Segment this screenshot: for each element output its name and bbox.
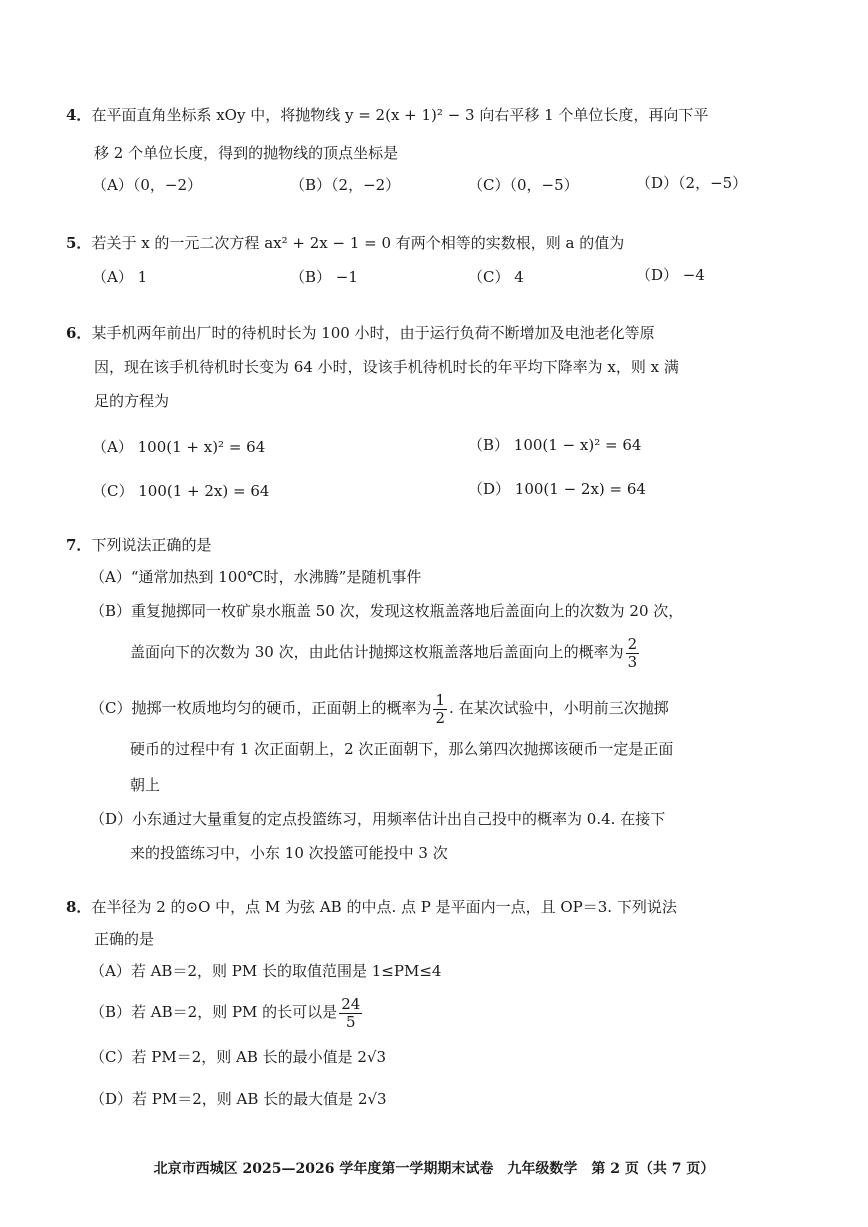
q6-line1 (66, 322, 655, 344)
q6-option-b: （B） 100(1 − x)² = 64 (468, 436, 642, 454)
q4-text-line1: 在平面直角坐标系 xOy 中，将抛物线 y = 2(x + 1)² − 3 向右平移 1 个单位长度，再向下平 (91, 106, 709, 124)
q7-option-d-line1: （D）小东通过大量重复的定点投篮练习，用频率估计出自己投中的概率为 0.4. 在接下 (90, 810, 666, 828)
q8-option-b-text: （B）若 AB＝2，则 PM 的长可以是 (90, 1003, 338, 1021)
q8-option-b-fraction (339, 996, 362, 1031)
q5-line1 (66, 232, 624, 254)
q7-b-denominator: 3 (627, 652, 638, 671)
q6-text-line2: 因，现在该手机待机时长变为 64 小时，设该手机待机时长的年平均下降率为 x，则 x 满 (94, 358, 679, 376)
q7-line1 (66, 534, 211, 556)
q8-b-denominator: 5 (345, 1012, 356, 1031)
q4-number: 4． (66, 106, 92, 124)
q4-option-c: （C）（0，−5） (468, 176, 579, 194)
q7-option-c-line2: 硬币的过程中有 1 次正面朝上，2 次正面朝下，那么第四次抛掷该硬币一定是正面 (130, 740, 674, 758)
q7-option-c-text: （C）抛掷一枚质地均匀的硬币，正面朝上的概率为 (90, 699, 432, 717)
q5-number: 5． (66, 234, 92, 252)
q7-b-numerator: 2 (627, 634, 638, 653)
q7-option-c-tail: . 在某次试验中，小明前三次抛掷 (449, 699, 669, 717)
q5-option-c: （C） 4 (468, 268, 524, 286)
q7-option-b-text: 盖面向下的次数为 30 次，由此估计抛掷这枚瓶盖落地后盖面向上的概率为 (130, 643, 624, 661)
q7-option-c-fraction (433, 692, 447, 727)
q8-option-a: （A）若 AB＝2，则 PM 长的取值范围是 1≤PM≤4 (90, 962, 442, 980)
q5-option-d: （D） −4 (636, 266, 705, 284)
q7-option-b-fraction (626, 636, 640, 671)
q4-text-line2: 移 2 个单位长度，得到的抛物线的顶点坐标是 (94, 144, 399, 162)
q7-option-c-line1 (90, 688, 669, 728)
q4-option-a: （A）（0，−2） (92, 176, 202, 194)
q7-option-b-line1: （B）重复抛掷同一枚矿泉水瓶盖 50 次，发现这枚瓶盖落地后盖面向上的次数为 20 次， (90, 602, 684, 620)
q7-number: 7． (66, 536, 92, 554)
q6-option-d: （D） 100(1 − 2x) = 64 (468, 480, 646, 498)
q8-option-d: （D）若 PM＝2，则 AB 长的最大值是 2√3 (90, 1090, 387, 1108)
q8-b-numerator: 24 (341, 994, 361, 1013)
q4-option-d: （D）（2，−5） (636, 174, 748, 192)
q6-option-c: （C） 100(1 + 2x) = 64 (92, 482, 270, 500)
q6-text-line3: 足的方程为 (94, 392, 170, 410)
q5-text-line1: 若关于 x 的一元二次方程 ax² + 2x − 1 = 0 有两个相等的实数根，则 a 的值为 (91, 234, 625, 252)
q6-number: 6． (66, 324, 92, 342)
q8-option-b (90, 992, 364, 1032)
q6-option-a: （A） 100(1 + x)² = 64 (92, 438, 266, 456)
q7-option-d-line2: 来的投篮练习中，小东 10 次投篮可能投中 3 次 (130, 844, 448, 862)
q7-c-denominator: 2 (435, 708, 446, 727)
q7-stem: 下列说法正确的是 (91, 536, 212, 554)
q7-option-a: （A）“通常加热到 100℃时，水沸腾”是随机事件 (90, 568, 422, 586)
q7-option-c-line3: 朝上 (130, 776, 161, 794)
q8-line1 (66, 896, 677, 918)
q4-option-b: （B）（2，−2） (290, 176, 401, 194)
page-footer: 北京市西城区 2025—2026 学年度第一学期期末试卷 九年级数学 第 2 页（共 7 页） (153, 1161, 715, 1177)
q5-option-a: （A） 1 (92, 268, 148, 286)
q8-number: 8． (66, 898, 92, 916)
q7-c-numerator: 1 (435, 690, 446, 709)
q8-option-c: （C）若 PM＝2，则 AB 长的最小值是 2√3 (90, 1048, 387, 1066)
q7-option-b-line2 (130, 632, 641, 672)
q8-text-line1: 在半径为 2 的⊙O 中，点 M 为弦 AB 的中点. 点 P 是平面内一点，且 OP＝3. 下列说法 (91, 898, 677, 916)
q5-option-b: （B） −1 (290, 268, 358, 286)
q6-text-line1: 某手机两年前出厂时的待机时长为 100 小时，由于运行负荷不断增加及电池老化等原 (91, 324, 655, 342)
q8-text-line2: 正确的是 (94, 930, 155, 948)
q4-line1 (66, 104, 708, 126)
